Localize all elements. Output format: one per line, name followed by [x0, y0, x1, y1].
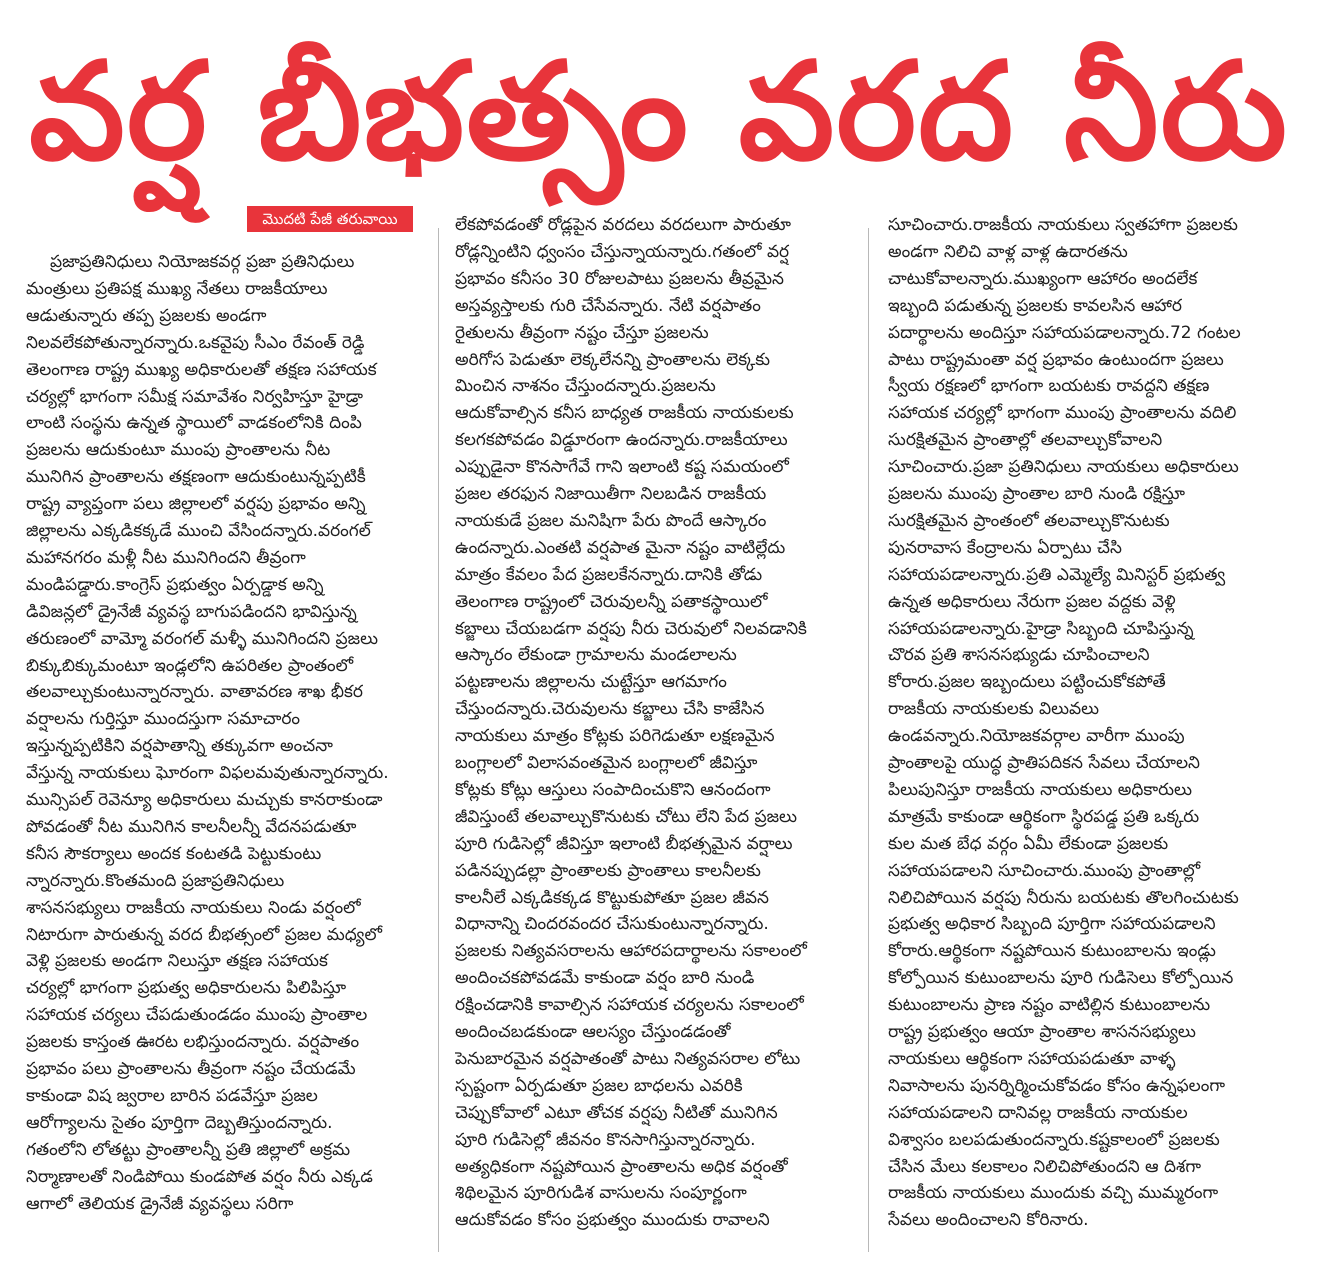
article-line: ప్రభావం పలు ప్రాంతాలను తీవ్రంగా నష్టం చేయడమే	[26, 1059, 356, 1079]
article-line: కుటుంబాలను ప్రాణ నష్టం వాటిల్లిన కుటుంబాలను	[888, 995, 1211, 1016]
article-line: ఆదుకోవాల్సిన కనీస బాధ్యత రాజకీయ నాయకులకు	[455, 403, 794, 424]
article-line: కాకుండా విష జ్వరాల బారిన పడవేస్తూ ప్రజల	[26, 1085, 318, 1106]
article-line: లేకపోవడంతో రోడ్లపైన వరదలు వరదలుగా పారుతూ	[455, 215, 792, 235]
article-line: సహాయపడాలన్నారు.ప్రతి ఎమ్మెల్యే మినిస్టర్ ప్రభుత్వ	[888, 564, 1226, 585]
article-line: సురక్షితమైన ప్రాంతాల్లో తలవాల్చుకోవాలని	[888, 430, 1163, 451]
article-line: ఎప్పుడైనా కొనసాగేవే గాని ఇలాంటి కష్ట సమయంలో	[455, 457, 789, 478]
article-line: అందించబడకుండా ఆలస్యం చేస్తుండడంతో	[455, 1022, 731, 1042]
article-line: చేసిన మేలు కలకాలం నిలిచిపోతుందని ఆ దిశగా	[888, 1156, 1202, 1177]
article-line: గతంలోని లోతట్టు ప్రాంతాలన్నీ ప్రతి జిల్లాలో అక్రమ	[26, 1139, 351, 1160]
article-line: ప్రజల తరఫున నిజాయితీగా నిలబడిన రాజకీయ	[455, 484, 767, 504]
article-line: అండగా నిలిచి వాళ్ల వాళ్ల ఉదారతను	[888, 241, 1128, 262]
article-line: రాష్ట్ర ప్రభుత్వం ఆయా ప్రాంతాల శాసనసభ్యులు	[888, 1022, 1196, 1042]
article-line: ఉందన్నారు.ఎంతటి వర్షపాత మైనా నష్టం వాటిల్లేదు	[455, 537, 786, 558]
article-line: అస్తవ్యస్తాలకు గురి చేసేవన్నారు. నేటి వర్షపాతం	[455, 295, 761, 316]
article-line: మించిన నాశనం చేస్తుందన్నారు.ప్రజలను	[455, 376, 716, 397]
article-line: సహాయపడాలని సూచించారు.ముంపు ప్రాంతాల్లో	[888, 860, 1201, 881]
article-line: కుల మత బేధ వర్గం ఏమీ లేకుండా ప్రజలకు	[888, 833, 1169, 854]
article-line: లాంటి సంస్థను ఉన్నత స్థాయిలో వాడకంలోనికి దింపి	[26, 413, 362, 434]
article-line: పదార్థాలను అందిస్తూ సహాయపడాలన్నారు.72 గంటల	[888, 322, 1241, 343]
article-line: ప్రభావం కనీసం 30 రోజులపాటు ప్రజలను తీవ్రమైన	[455, 268, 784, 289]
article-line: సహాయపడాలన్నారు.హైడ్రా సిబ్బంది చూపిస్తున్న	[888, 618, 1194, 639]
article-line: నాయకులు మాత్రం కోట్లకు పరిగెడుతూ లక్షణమైన	[455, 726, 775, 747]
article-line: కనీస సౌకర్యాలు అందక కంటతడి పెట్టుకుంటు	[26, 843, 322, 864]
article-line: మంత్రులు ప్రతిపక్ష ముఖ్య నేతలు రాజకీయాలు	[26, 278, 328, 299]
column-divider	[868, 228, 869, 1252]
article-line: పెనుబారమైన వర్షపాతంతో పాటు నిత్యవసరాల లోటు	[455, 1048, 801, 1069]
article-line: రక్షించడానికి కావాల్సిన సహాయక చర్యలను సకాలంలో	[455, 995, 804, 1016]
article-line: కోరారు.ఆర్థికంగా నష్టపోయిన కుటుంబాలను ఇండ్లు	[888, 941, 1216, 962]
article-line: తెలంగాణ రాష్ట్ర ముఖ్య అధికారులతో తక్షణ సహాయక	[26, 359, 377, 380]
article-line: రాష్ట్ర వ్యాప్తంగా పలు జిల్లాలలో వర్షపు ప్రభావం అన్ని	[26, 494, 366, 515]
article-line: తలవాల్చుకుంటున్నారన్నారు. వాతావరణ శాఖ భీకర	[26, 682, 363, 703]
article-line: వర్షాలను గుర్తిస్తూ ముందస్తుగా సమాచారం	[26, 709, 301, 730]
article-column-2	[455, 0, 853, 1264]
article-line: మునిగిన ప్రాంతాలను తక్షణంగా ఆదుకుంటున్నప్పటికీ	[26, 467, 366, 488]
article-line: నాయకులు ఆర్థికంగా సహాయపడుతూ వాళ్ళ	[888, 1048, 1176, 1069]
article-line: నిలవలేకపోతున్నారన్నారు.ఒకవైపు సీఎం రేవంత్ రెడ్డి	[26, 332, 365, 353]
article-line: బంగ్లాలలో విలాసవంతమైన బంగ్లాలలో జీవిస్తూ	[455, 753, 758, 773]
article-line: చాటుకోవాలన్నారు.ముఖ్యంగా ఆహారం అందలేక	[888, 268, 1198, 289]
article-line: కోట్లకు కోట్లు ఆస్తులు సంపాదించుకొని ఆనందంగా	[455, 779, 771, 800]
article-line: సురక్షితమైన ప్రాంతంలో తలవాల్చుకొనుటకు	[888, 510, 1170, 531]
article-line: జిల్లాలను ఎక్కడికక్కడే ముంచి వేసిందన్నారు.వరంగల్	[26, 521, 371, 541]
article-line: ప్రజలకు నిత్యవసరాలను ఆహారపదార్థాలను సకాలంలో	[455, 941, 807, 962]
article-line: రైతులను తీవ్రంగా నష్టం చేస్తూ ప్రజలను	[455, 322, 709, 343]
article-line: ఇబ్బంది పడుతున్న ప్రజలకు కావలసిన ఆహార	[888, 295, 1182, 316]
article-line: జీవిస్తుంటే తలవాల్చుకొనుటకు చోటు లేని పేద ప్రజలు	[455, 806, 797, 827]
article-line: ప్రజలకు కాస్తంత ఊరట లభిస్తుందన్నారు. వర్షపాతం	[26, 1032, 360, 1053]
article-line: రాజకీయ నాయకులకు విలువలు	[888, 699, 1100, 720]
article-line: ప్రాంతాలపై యుద్ధ ప్రాతిపదికన సేవలు చేయాలని	[888, 753, 1200, 773]
article-line: సహాయపడాలని దానివల్ల రాజకీయ నాయకుల	[888, 1102, 1188, 1123]
article-line: మాత్రం కేవలం పేద ప్రజలకేనన్నారు.దానికి తోడు	[455, 564, 763, 585]
article-line: శిథిలమైన పూరిగుడిశ వాసులను సంపూర్ణంగా	[455, 1183, 747, 1204]
article-line: చొరవ ప్రతి శాసనసభ్యుడు చూపించాలని	[888, 645, 1150, 666]
column-divider	[438, 228, 439, 1252]
article-line: పూరి గుడిసెల్లో జీవిస్తూ ఇలాంటి బీభత్సమైన వర్షాలు	[455, 833, 793, 854]
headline: వర్ష బీభత్సం వరద నీరు	[29, 33, 1289, 190]
article-line: కబ్జాలు చేయబడగా వర్షపు నీరు చెరువులో నిలవడానికి	[455, 618, 807, 639]
article-line: రాజకీయ నాయకులు ముందుకు వచ్చి ముమ్మరంగా	[888, 1183, 1219, 1204]
article-line: డివిజన్లలో డ్రైనేజీ వ్యవస్థ బాగుపడిందని భావిస్తున్న	[26, 601, 357, 622]
article-line: మున్సిపల్ రెవెన్యూ అధికారులు మచ్చుకు కానరాకుండా	[26, 790, 383, 810]
article-line: పూరి గుడిసెల్లో జీవనం కొనసాగిస్తున్నారన్నారు.	[455, 1129, 756, 1150]
article-line: కాలనీలే ఎక్కడికక్కడ కొట్టుకుపోతూ ప్రజల జీవన	[455, 887, 769, 908]
article-line: న్నారన్నారు.కొంతమంది ప్రజాప్రతినిధులు	[26, 870, 285, 891]
article-line: తరుణంలో వామ్మో వరంగల్ మళ్ళీ మునిగిందని ప్రజలు	[26, 628, 379, 649]
article-line: ఆస్కారం లేకుండా గ్రామాలను మండలాలను	[455, 645, 737, 666]
article-line: మాత్రమే కాకుండా ఆర్థికంగా స్థిరపడ్డ ప్రతి ఒక్కరు	[888, 806, 1200, 827]
article-line: నిర్మాణాలతో నిండిపోయి కుండపోత వర్షం నీరు ఎక్కడ	[26, 1166, 373, 1187]
article-line: పునరావాస కేంద్రాలను ఏర్పాటు చేసి	[888, 537, 1122, 558]
article-line: నివాసాలను పునర్నిర్మించుకోవడం కోసం ఉన్నఫలంగా	[888, 1075, 1226, 1096]
article-line: సహాయక చర్యల్లో భాగంగా ముంపు ప్రాంతాలను వదిలి	[888, 403, 1237, 424]
article-line: మహానగరం మళ్లీ నీట మునిగిందని తీవ్రంగా	[26, 547, 306, 568]
article-line: శాసనసభ్యులు రాజకీయ నాయకులు నిండు వర్షంలో	[26, 897, 361, 918]
article-line: పాటు రాష్ట్రమంతా వర్ష ప్రభావం ఉంటుందగా ప్రజలు	[888, 349, 1224, 370]
article-line: తెలంగాణ రాష్ట్రంలో చెరువులన్నీ పతాకస్థాయిలో	[455, 591, 768, 612]
article-column-3	[888, 0, 1286, 1264]
article-line: చర్యల్లో భాగంగా సమీక్ష సమావేశం నిర్వహిస్తూ హైడ్రా	[26, 386, 363, 407]
article-line: చెప్పుకోవాలో ఎటూ తోచక వర్షపు నీటితో మునిగిన	[455, 1102, 778, 1123]
article-line: ఆరోగ్యాలను సైతం పూర్తిగా దెబ్బతిస్తుందన్నారు.	[26, 1112, 333, 1133]
article-line: బిక్కుబిక్కుమంటూ ఇండ్లలోని ఉపరితల ప్రాంతంలో	[26, 655, 354, 676]
article-line: స్వీయ రక్షణలో భాగంగా బయటకు రావద్దని తక్షణ	[888, 376, 1210, 397]
article-line: సేవలు అందించాలని కోరినారు.	[888, 1210, 1089, 1231]
article-line: పడినప్పుడల్లా ప్రాంతాలకు ప్రాంతాలు కాలనీలకు	[455, 860, 761, 881]
article-line: ఇస్తున్నప్పటికిని వర్షపాతాన్ని తక్కువగా అంచనా	[26, 736, 333, 757]
article-line: ఆడుతున్నారు తప్ప ప్రజలకు అండగా	[26, 305, 267, 326]
article-line: ప్రజలను ఆదుకుంటూ ముంపు ప్రాంతాలను నీట	[26, 440, 331, 461]
article-line: సహాయక చర్యలు చేపడుతుండడం ముంపు ప్రాంతాల	[26, 1005, 368, 1026]
article-line: ప్రభుత్వ అధికార సిబ్బంది పూర్తిగా సహాయపడాలని	[888, 914, 1216, 935]
article-column-1	[26, 0, 424, 1264]
article-line: అందించకపోవడమే కాకుండా వర్షం బారి నుండి	[455, 968, 755, 989]
article-line: నిటారుగా పారుతున్న వరద బీభత్సంలో ప్రజల మధ్యలో	[26, 924, 382, 945]
article-line: విధానాన్ని చిందరవందర చేసుకుంటున్నారన్నారు.	[455, 914, 769, 935]
article-line: కోరారు.ప్రజల ఇబ్బందులు పట్టించుకోకపోతే	[888, 672, 1166, 693]
article-line: సూచించారు.రాజకీయ నాయకులు స్వతహాగా ప్రజలకు	[888, 215, 1238, 235]
article-line: ప్రజలను ముంపు ప్రాంతాల బారి నుండి రక్షిస్తూ	[888, 484, 1186, 504]
article-line: ఆగాలో తెలియక డ్రైనేజీ వ్యవస్థలు సరిగా	[26, 1193, 294, 1214]
article-line: చర్యల్లో భాగంగా ప్రభుత్వ అధికారులను పిలిపిస్తూ	[26, 978, 347, 999]
article-line: ఉండవన్నారు.నియోజకవర్గాల వారీగా ముంపు	[888, 726, 1185, 747]
article-line: మండిపడ్డారు.కాంగ్రెస్ ప్రభుత్వం ఏర్పడ్డాక అన్ని	[26, 574, 324, 595]
article-line: అరిగోస పెడుతూ లెక్కలేనన్ని ప్రాంతాలను లెక్కకు	[455, 349, 771, 370]
article-line: చేస్తుందన్నారు.చెరువులను కబ్జాలు చేసి కాజేసిన	[455, 699, 765, 720]
article-line: విశ్వాసం బలపడుతుందన్నారు.కష్టకాలంలో ప్రజలకు	[888, 1129, 1220, 1150]
article-line: పిలుపునిస్తూ రాజకీయ నాయకులు అధికారులు	[888, 779, 1192, 800]
article-line: కోల్పోయిన కుటుంబాలను పూరి గుడిసెలు కోల్పోయిన	[888, 968, 1234, 989]
article-line: పోవడంతో నీట మునిగిన కాలనీలన్నీ వేదనపడుతూ	[26, 816, 357, 837]
article-line: సూచించారు.ప్రజా ప్రతినిధులు నాయకులు అధికారులు	[888, 457, 1239, 478]
article-line: నాయకుడే ప్రజల మనిషిగా పేరు పొందే ఆస్కారం	[455, 510, 767, 531]
article-line: వెళ్లి ప్రజలకు అండగా నిలుస్తూ తక్షణ సహాయక	[26, 951, 328, 972]
article-line: అత్యధికంగా నష్టపోయిన ప్రాంతాలను అధిక వర్షంతో	[455, 1156, 788, 1177]
article-line: కలగకపోవడం విడ్డూరంగా ఉందన్నారు.రాజకీయాలు	[455, 430, 788, 451]
article-line: పట్టణాలను జిల్లాలను చుట్టేస్తూ ఆగమాగం	[455, 672, 727, 693]
article-line: రోడ్లన్నింటిని ధ్వంసం చేస్తున్నాయన్నారు.గతంలో వర్ష	[455, 241, 790, 262]
article-line: వేస్తున్న నాయకులు ఘోరంగా విఫలమవుతున్నారన్నారు.	[26, 763, 389, 784]
article-line: స్పష్టంగా ఏర్పడుతూ ప్రజల బాధలను ఎవరికి	[455, 1075, 743, 1096]
article-line: నిలిచిపోయిన వర్షపు నీరును బయటకు తొలగించుటకు	[888, 887, 1239, 908]
article-line: ప్రజాప్రతినిధులు నియోజకవర్గ ప్రజా ప్రతినిధులు	[50, 252, 355, 272]
article-line: ఉన్నత అధికారులు నేరుగా ప్రజల వద్దకు వెళ్లి	[888, 591, 1176, 612]
article-line: ఆదుకోవడం కోసం ప్రభుత్వం ముందుకు రావాలని	[455, 1210, 770, 1231]
continuation-label: మొదటి పేజీ తరువాయి	[247, 206, 413, 232]
